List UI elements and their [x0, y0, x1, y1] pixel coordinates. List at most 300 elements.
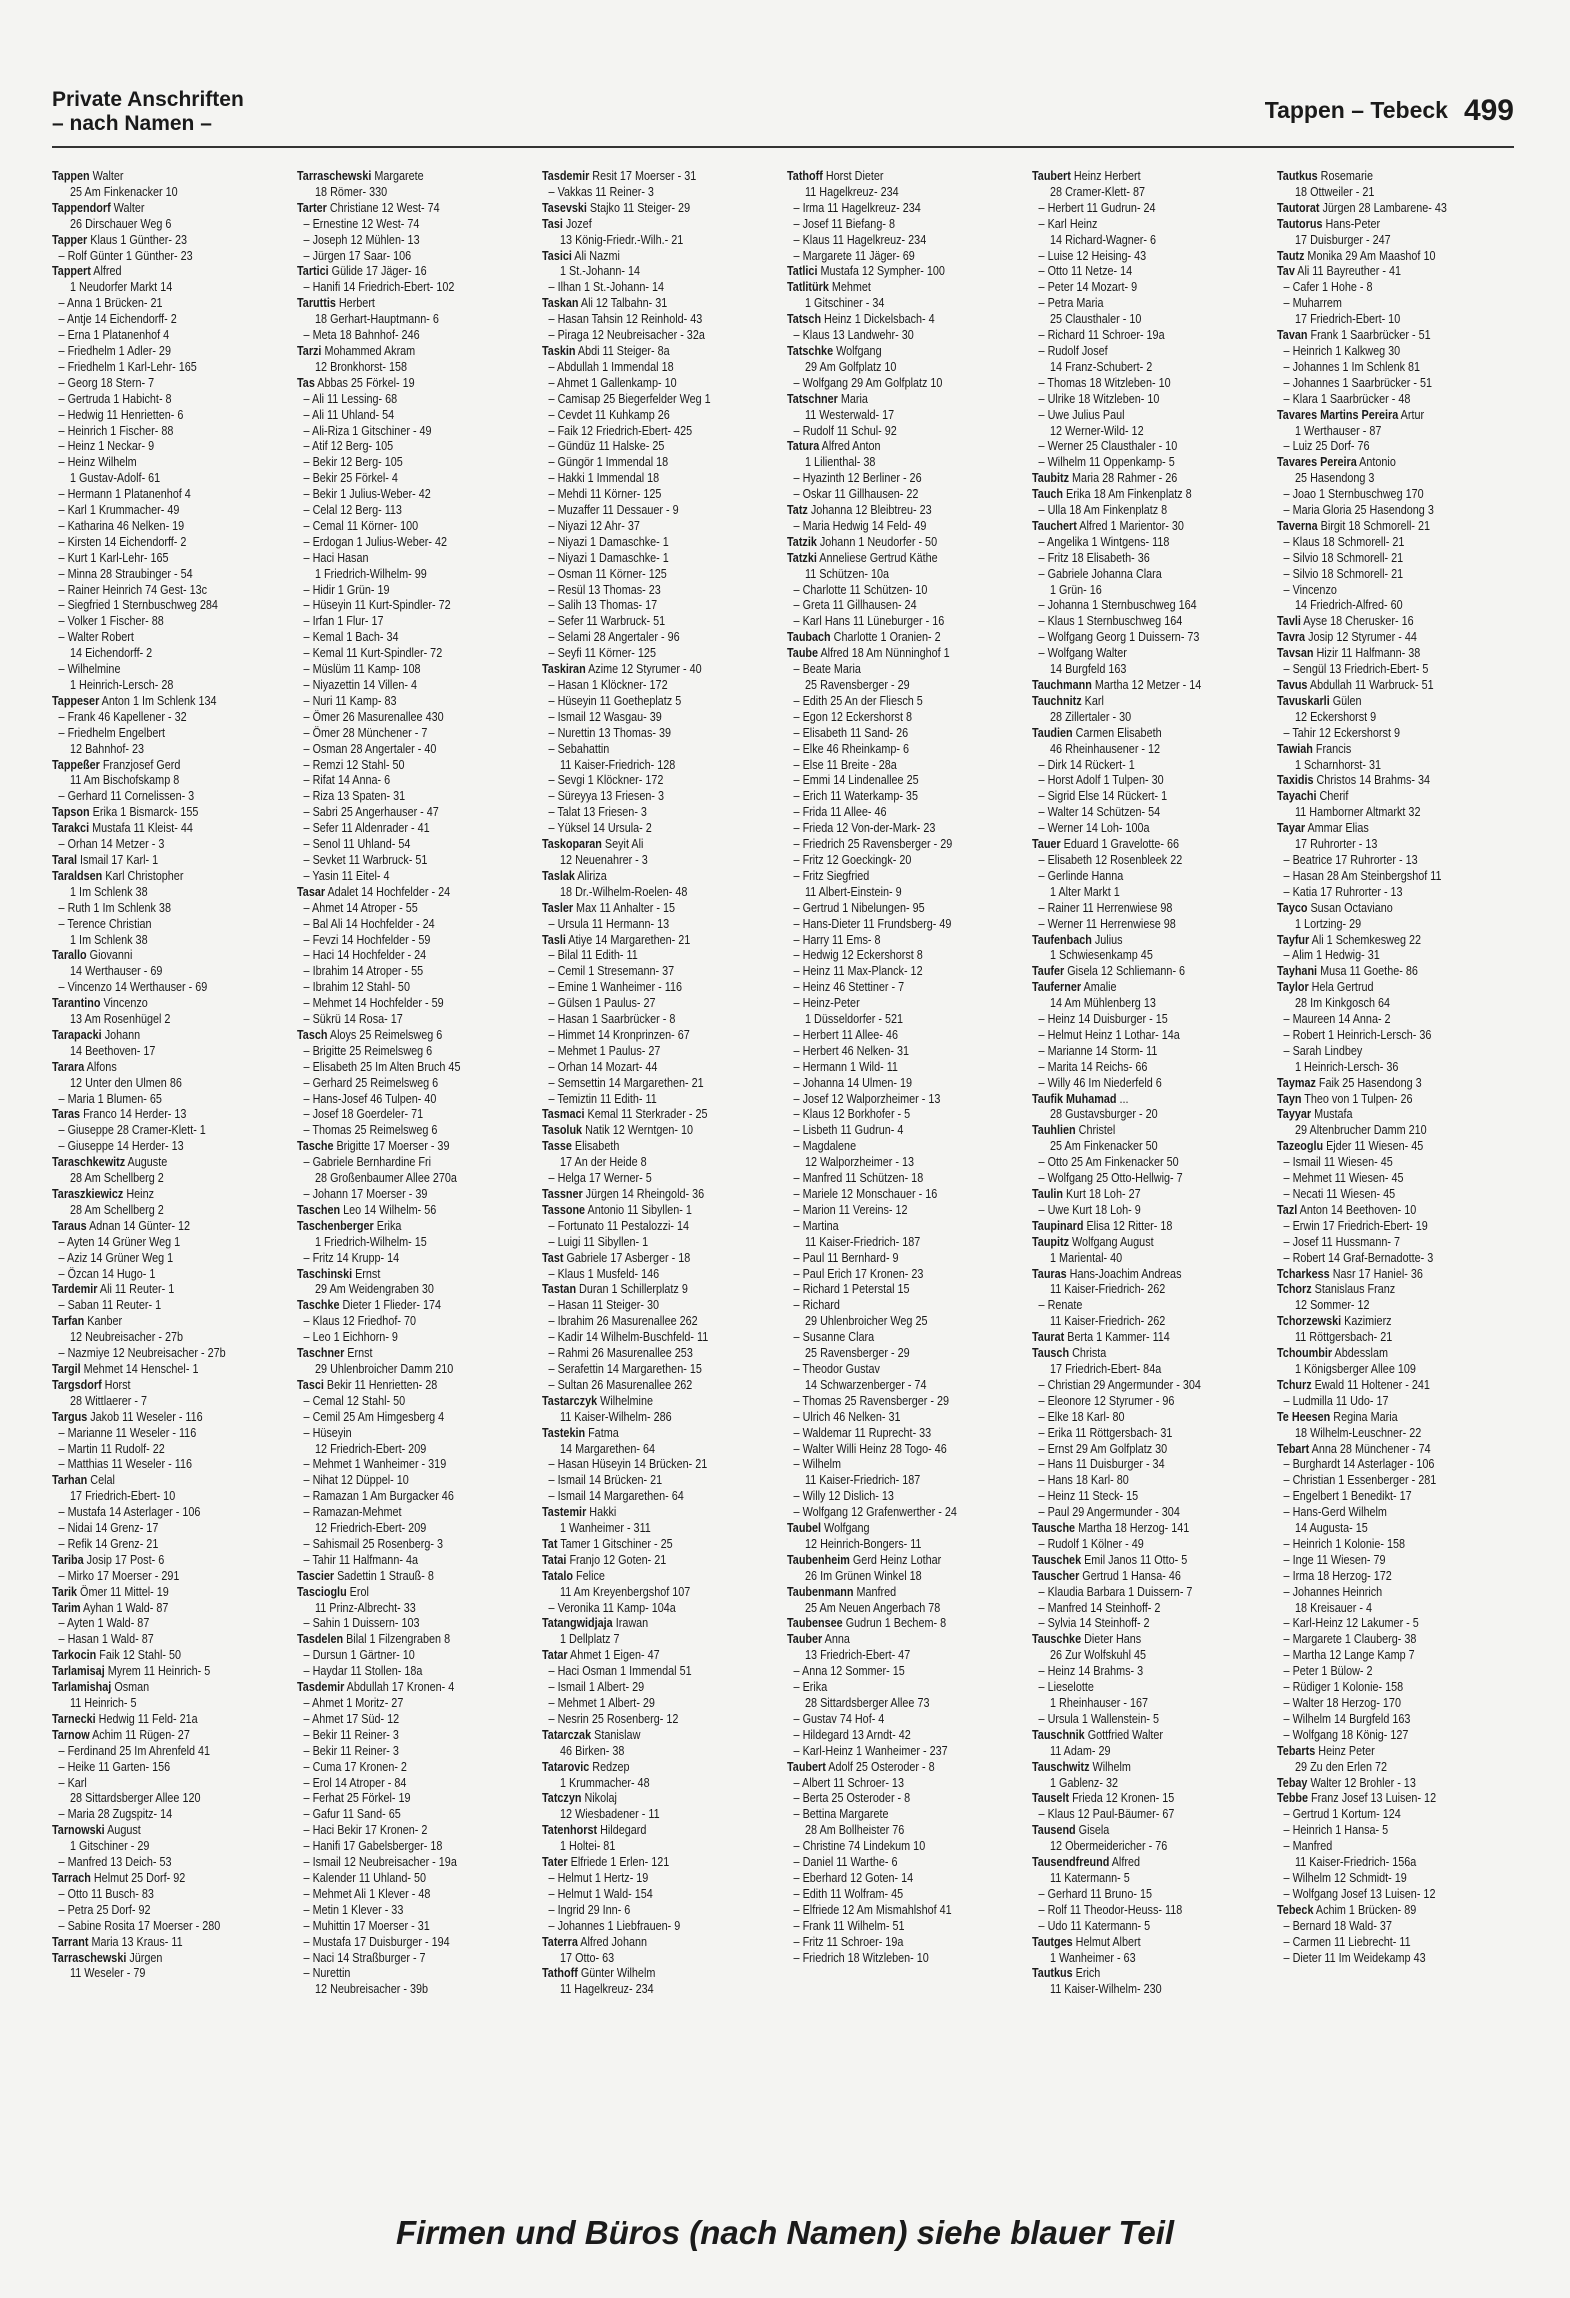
- entry-text: – Klaudia Barbara 1 Duissern- 7: [1038, 1583, 1193, 1599]
- entry-text: 1 Alter Markt 1: [1050, 883, 1120, 899]
- directory-entry: [1032, 597, 1226, 613]
- entry-text: Berta 1 Kammer- 114: [1064, 1329, 1170, 1345]
- entry-text: – Emmi 14 Lindenallee 25: [793, 772, 919, 788]
- entry-text: – Kalender 11 Uhland- 50: [303, 1869, 427, 1885]
- entry-text: – Cemal 11 Körner- 100: [303, 517, 419, 533]
- directory-entry: [1277, 343, 1471, 359]
- directory-entry: [1277, 1472, 1471, 1488]
- entry-text: – Hans-Gerd Wilhelm: [1283, 1504, 1387, 1520]
- directory-entry: [52, 1775, 246, 1791]
- directory-entry: [52, 868, 246, 884]
- directory-entry: [1032, 486, 1226, 502]
- entry-text: – Manfred 11 Schützen- 18: [793, 1170, 924, 1186]
- directory-entry: [52, 916, 246, 932]
- entry-text: – Gülsen 1 Paulus- 27: [548, 995, 656, 1011]
- entry-text: – Hakki 1 Immendal 18: [548, 470, 660, 486]
- directory-entry: [1032, 1011, 1226, 1027]
- directory-entry: [52, 1313, 246, 1329]
- directory-entry: [542, 1965, 736, 1981]
- directory-entry: [1277, 279, 1471, 295]
- entry-text: – Irma 18 Herzog- 172: [1283, 1567, 1392, 1583]
- surname: Taubel: [787, 1520, 822, 1536]
- directory-entry: [1032, 788, 1226, 804]
- entry-text: – Lisbeth 11 Gudrun- 4: [793, 1122, 904, 1138]
- entry-text: – Ferdinand 25 Im Ahrenfeld 41: [58, 1742, 211, 1758]
- directory-entry: [542, 804, 736, 820]
- directory-entry: [297, 232, 491, 248]
- directory-entry: [1277, 1393, 1471, 1409]
- entry-text: – Ibrahim 14 Atroper - 55: [303, 963, 424, 979]
- entry-text: – Veronika 11 Kamp- 104a: [548, 1599, 676, 1615]
- entry-text: Birgit 18 Schmorell- 21: [1317, 517, 1431, 533]
- entry-text: 17 Friedrich-Ebert- 84a: [1050, 1360, 1162, 1376]
- surname: Tarakci: [52, 820, 90, 836]
- directory-entry: [542, 1552, 736, 1568]
- directory-entry: [542, 1806, 736, 1822]
- entry-text: – Muzaffer 11 Dessauer - 9: [548, 502, 679, 518]
- entry-text: – Hildegard 13 Arndt- 42: [793, 1726, 911, 1742]
- directory-entry: [1032, 1122, 1226, 1138]
- entry-text: – Greta 11 Gillhausen- 24: [793, 597, 917, 613]
- entry-text: 12 Obermeidericher - 76: [1050, 1838, 1168, 1854]
- directory-entry: [1277, 1552, 1471, 1568]
- entry-text: – Silvio 18 Schmorell- 21: [1283, 565, 1404, 581]
- directory-entry: [52, 1154, 246, 1170]
- directory-entry: [1277, 1520, 1471, 1536]
- directory-entry: [1277, 1950, 1471, 1966]
- directory-entry: [1032, 629, 1226, 645]
- directory-entry: [297, 391, 491, 407]
- directory-entry: [542, 391, 736, 407]
- directory-entry: [1277, 900, 1471, 916]
- directory-entry: [787, 391, 981, 407]
- entry-text: – Karl 1 Krummacher- 49: [58, 502, 180, 518]
- directory-entry: [787, 852, 981, 868]
- surname: Tasici: [542, 247, 572, 263]
- directory-entry: [787, 1488, 981, 1504]
- entry-text: – Klaus 12 Borkhofer - 5: [793, 1106, 911, 1122]
- entry-text: Franz Josef 13 Luisen- 12: [1308, 1790, 1437, 1806]
- directory-entry: [52, 693, 246, 709]
- entry-text: – Carmen 11 Liebrecht- 11: [1283, 1933, 1411, 1949]
- directory-entry: [52, 1202, 246, 1218]
- directory-entry: [1032, 932, 1226, 948]
- directory-entry: [542, 534, 736, 550]
- directory-entry: [542, 263, 736, 279]
- entry-text: – Gertrud 1 Nibelungen- 95: [793, 899, 925, 915]
- entry-text: – Erwin 17 Friedrich-Ebert- 19: [1283, 1217, 1428, 1233]
- entry-text: – Martin 11 Rudolf- 22: [58, 1440, 165, 1456]
- directory-entry: [1277, 1727, 1471, 1743]
- directory-entry: [1277, 311, 1471, 327]
- directory-entry: [297, 1329, 491, 1345]
- directory-entry: [52, 979, 246, 995]
- directory-entry: [297, 868, 491, 884]
- directory-entry: [52, 216, 246, 232]
- entry-text: – Thomas 25 Reimelsweg 6: [303, 1122, 438, 1138]
- surname: Tathoff: [542, 1965, 578, 1981]
- directory-entry: [52, 1106, 246, 1122]
- entry-text: – Egon 12 Eckershorst 8: [793, 708, 912, 724]
- entry-text: – Theodor Gustav: [793, 1360, 880, 1376]
- directory-entry: [297, 1059, 491, 1075]
- entry-text: 12 Neubreisacher - 39b: [315, 1981, 429, 1997]
- directory-entry: [1277, 693, 1471, 709]
- entry-text: 11 Kaiser-Wilhelm- 286: [560, 1408, 672, 1424]
- directory-entry: [297, 1250, 491, 1266]
- directory-entry: [542, 1027, 736, 1043]
- entry-text: – Naci 14 Straßburger - 7: [303, 1949, 426, 1965]
- entry-text: Kemal 11 Sterkrader - 25: [584, 1106, 708, 1122]
- directory-entry: [297, 1011, 491, 1027]
- directory-entry: [542, 1504, 736, 1520]
- directory-entry: [297, 566, 491, 582]
- directory-entry: [1277, 1313, 1471, 1329]
- directory-entry: [52, 1520, 246, 1536]
- directory-entry: [297, 852, 491, 868]
- directory-entry: [52, 582, 246, 598]
- directory-entry: [1032, 454, 1226, 470]
- entry-text: – Haci 14 Hochfelder - 24: [303, 947, 427, 963]
- entry-text: 1 Friedrich-Wilhelm- 99: [315, 565, 427, 581]
- entry-text: 12 Friedrich-Ebert- 209: [315, 1440, 427, 1456]
- entry-text: Anton 1 Im Schlenk 134: [99, 692, 217, 708]
- directory-entry: [297, 1870, 491, 1886]
- entry-text: Mustafa 11 Kleist- 44: [89, 820, 193, 836]
- directory-entry: [542, 836, 736, 852]
- entry-text: – Bekir 1 Julius-Weber- 42: [303, 486, 431, 502]
- entry-text: – Karl: [58, 1774, 87, 1790]
- directory-entry: [52, 407, 246, 423]
- directory-entry: [1277, 1504, 1471, 1520]
- entry-text: – Sabri 25 Angerhauser - 47: [303, 804, 439, 820]
- entry-text: Erol: [346, 1583, 369, 1599]
- entry-text: – Hanifi 17 Gabelsberger- 18: [303, 1838, 443, 1854]
- entry-text: Nasr 17 Haniel- 36: [1329, 1265, 1423, 1281]
- entry-text: – Hans-Josef 46 Tulpen- 40: [303, 1090, 437, 1106]
- entry-text: – Giuseppe 28 Cramer-Klett- 1: [58, 1122, 206, 1138]
- entry-text: – Erika 11 Röttgersbach- 31: [1038, 1424, 1173, 1440]
- entry-text: – Sahin 1 Duissern- 103: [303, 1615, 420, 1631]
- directory-entry: [787, 423, 981, 439]
- directory-entry: [297, 534, 491, 550]
- directory-entry: [1277, 852, 1471, 868]
- directory-entry: [52, 1631, 246, 1647]
- directory-entry: [787, 486, 981, 502]
- directory-entry: [787, 820, 981, 836]
- directory-entry: [52, 1679, 246, 1695]
- directory-entry: [1032, 1266, 1226, 1282]
- entry-text: – Uwe Kurt 18 Loh- 9: [1038, 1201, 1141, 1217]
- directory-entry: [52, 1870, 246, 1886]
- directory-entry: [1032, 1361, 1226, 1377]
- entry-text: – Magdalene: [793, 1138, 857, 1154]
- entry-text: – Werner 11 Herrenwiese 98: [1038, 915, 1176, 931]
- surname: Tarlamishaj: [52, 1679, 112, 1695]
- directory-entry: [542, 1441, 736, 1457]
- directory-entry: [297, 168, 491, 184]
- surname: Taube: [787, 645, 819, 661]
- directory-entry: [542, 1313, 736, 1329]
- directory-entry: [1277, 438, 1471, 454]
- entry-text: Faik 12 Stahl- 50: [96, 1647, 182, 1663]
- directory-entry: [1032, 534, 1226, 550]
- entry-text: – Sengül 13 Friedrich-Ebert- 5: [1283, 661, 1429, 677]
- entry-text: – Martha 12 Lange Kamp 7: [1283, 1647, 1415, 1663]
- entry-text: – Yüksel 14 Ursula- 2: [548, 820, 652, 836]
- entry-text: Kazimierz: [1341, 1313, 1392, 1329]
- directory-entry: [1277, 518, 1471, 534]
- entry-text: – Ismail 1 Albert- 29: [548, 1679, 645, 1695]
- entry-text: Christel: [1075, 1122, 1116, 1138]
- directory-entry: [787, 597, 981, 613]
- directory-entry: [52, 804, 246, 820]
- directory-entry: [1032, 1870, 1226, 1886]
- entry-text: Johann 1 Neudorfer - 50: [816, 533, 938, 549]
- entry-text: – Hüseyin 11 Goetheplatz 5: [548, 692, 682, 708]
- entry-text: – Otto 11 Busch- 83: [58, 1885, 154, 1901]
- directory-entry: [297, 820, 491, 836]
- entry-text: 28 Im Kinkgosch 64: [1295, 995, 1391, 1011]
- directory-entry: [52, 566, 246, 582]
- directory-entry: [297, 1981, 491, 1997]
- entry-text: – Sefer 11 Warbruck- 51: [548, 613, 666, 629]
- entry-text: 11 Hagelkreuz- 234: [560, 1981, 654, 1997]
- directory-entry: [542, 518, 736, 534]
- directory-entry: [1032, 741, 1226, 757]
- entry-text: – Wilhelm 11 Oppenkamp- 5: [1038, 454, 1175, 470]
- entry-text: Gisela: [1075, 1822, 1110, 1838]
- directory-entry: [787, 1106, 981, 1122]
- surname: Tarlamisaj: [52, 1663, 105, 1679]
- directory-entry: [52, 486, 246, 502]
- directory-entry: [542, 1106, 736, 1122]
- entry-text: – Sebahattin: [548, 740, 610, 756]
- directory-entry: [1032, 1711, 1226, 1727]
- entry-text: – Semsettin 14 Margarethen- 21: [548, 1074, 704, 1090]
- directory-entry: [52, 1663, 246, 1679]
- directory-entry: [1032, 1106, 1226, 1122]
- entry-text: – Fevzi 14 Hochfelder - 59: [303, 931, 431, 947]
- entry-text: – Jürgen 17 Saar- 106: [303, 247, 412, 263]
- directory-entry: [297, 947, 491, 963]
- directory-entry: [52, 741, 246, 757]
- entry-text: Ali 1 Schemkesweg 22: [1309, 931, 1422, 947]
- entry-text: 25 Am Finkenacker 10: [70, 183, 178, 199]
- entry-text: – Rahmi 26 Masurenallee 253: [548, 1345, 693, 1361]
- directory-entry: [1032, 1663, 1226, 1679]
- directory-entry: [542, 1981, 736, 1997]
- entry-text: – Orhan 14 Metzer - 3: [58, 836, 165, 852]
- directory-entry: [542, 168, 736, 184]
- directory-entry: [52, 1250, 246, 1266]
- directory-entry: [787, 200, 981, 216]
- entry-text: – Wilhelm 14 Burgfeld 163: [1283, 1710, 1411, 1726]
- directory-entry: [1032, 1059, 1226, 1075]
- directory-entry: [1277, 629, 1471, 645]
- entry-text: Josip 17 Post- 6: [83, 1551, 165, 1567]
- entry-text: Leo 14 Wilhelm- 56: [340, 1201, 437, 1217]
- entry-text: – Johannes Heinrich: [1283, 1583, 1383, 1599]
- directory-entry: [542, 1679, 736, 1695]
- directory-entry: [1277, 1075, 1471, 1091]
- directory-entry: [542, 932, 736, 948]
- directory-entry: [52, 1266, 246, 1282]
- entry-text: Martha 18 Herzog- 141: [1075, 1520, 1190, 1536]
- directory-entry: [542, 1011, 736, 1027]
- directory-entry: [1032, 995, 1226, 1011]
- entry-text: – Niyazi 12 Ahr- 37: [548, 517, 640, 533]
- entry-text: Franjo 12 Goten- 21: [566, 1551, 667, 1567]
- directory-entry: [1277, 216, 1471, 232]
- entry-text: 1 Königsberger Allee 109: [1295, 1360, 1416, 1376]
- directory-entry: [1032, 868, 1226, 884]
- directory-entry: [297, 1472, 491, 1488]
- surname: Tarara: [52, 1058, 85, 1074]
- directory-entry: [1032, 232, 1226, 248]
- entry-text: Elfriede 1 Erlen- 121: [567, 1854, 670, 1870]
- entry-text: Ammar Elias: [1305, 820, 1369, 836]
- directory-entry: [1032, 1520, 1226, 1536]
- directory-entry: [1032, 757, 1226, 773]
- directory-entry: [542, 1775, 736, 1791]
- directory-entry: [1277, 1011, 1471, 1027]
- entry-text: Erika 18 Am Finkenplatz 8: [1063, 486, 1192, 502]
- directory-entry: [52, 1170, 246, 1186]
- entry-text: – Josef 18 Goerdeler- 71: [303, 1106, 424, 1122]
- surname: Tchoumbir: [1277, 1345, 1333, 1361]
- entry-text: Duran 1 Schillerplatz 9: [576, 1281, 688, 1297]
- directory-entry: [52, 1647, 246, 1663]
- entry-text: Theo von 1 Tulpen- 26: [1301, 1090, 1413, 1106]
- directory-entry: [297, 1822, 491, 1838]
- entry-text: Helmut Albert: [1072, 1933, 1141, 1949]
- directory-entry: [1277, 1743, 1471, 1759]
- directory-entry: [297, 295, 491, 311]
- surname: Tapson: [52, 804, 90, 820]
- surname: Tarnow: [52, 1726, 90, 1742]
- entry-text: – Müslüm 11 Kamp- 108: [303, 661, 421, 677]
- surname: Taylor: [1277, 979, 1309, 995]
- directory-entry: [52, 1790, 246, 1806]
- directory-entry: [52, 502, 246, 518]
- entry-text: – Katharina 46 Nelken- 19: [58, 517, 185, 533]
- directory-entry: [297, 884, 491, 900]
- directory-entry: [787, 359, 981, 375]
- directory-entry: [297, 1043, 491, 1059]
- entry-text: – Minna 28 Straubinger - 54: [58, 565, 193, 581]
- directory-entry: [787, 1663, 981, 1679]
- directory-entry: [542, 582, 736, 598]
- entry-text: – Anna 1 Brücken- 21: [58, 295, 163, 311]
- surname: Tast: [542, 1249, 564, 1265]
- directory-entry: [787, 582, 981, 598]
- entry-text: – Talat 13 Friesen- 3: [548, 804, 647, 820]
- surname: Taruttis: [297, 295, 336, 311]
- directory-entry: [1032, 295, 1226, 311]
- directory-entry: [297, 407, 491, 423]
- entry-text: 1 Rheinhauser - 167: [1050, 1695, 1149, 1710]
- entry-text: – Marita 14 Reichs- 66: [1038, 1058, 1148, 1074]
- entry-text: 25 Ravensberger - 29: [805, 677, 910, 692]
- directory-entry: [52, 1488, 246, 1504]
- entry-text: – Wolfgang 12 Grafenwerther - 24: [793, 1504, 957, 1520]
- surname: Tatzki: [787, 549, 817, 565]
- entry-text: – Elisabeth 12 Rosenbleek 22: [1038, 851, 1183, 867]
- directory-entry: [52, 995, 246, 1011]
- directory-entry: [787, 884, 981, 900]
- directory-entry: [297, 979, 491, 995]
- surname: Taraus: [52, 1217, 87, 1233]
- directory-entry: [297, 645, 491, 661]
- entry-text: 14 Schwarzenberger - 74: [805, 1376, 927, 1392]
- entry-text: 28 Am Schellberg 2: [70, 1201, 164, 1217]
- entry-text: – Hasan 1 Klöckner- 172: [548, 677, 668, 692]
- directory-entry: [787, 677, 981, 693]
- directory-entry: [52, 1234, 246, 1250]
- directory-entry: [52, 232, 246, 248]
- directory-entry: [787, 1313, 981, 1329]
- entry-text: Bekir 11 Henrietten- 28: [323, 1376, 438, 1392]
- directory-entry: [1032, 1727, 1226, 1743]
- entry-text: – Klaus 11 Hagelkreuz- 234: [793, 231, 927, 247]
- directory-entry: [297, 1345, 491, 1361]
- surname: Tav: [1277, 263, 1295, 279]
- entry-text: Erich: [1072, 1965, 1101, 1981]
- entry-text: – Hans 18 Karl- 80: [1038, 1472, 1129, 1488]
- directory-entry: [297, 1218, 491, 1234]
- entry-text: 1 Heinrich-Lersch- 28: [70, 677, 174, 692]
- entry-text: – Hidir 1 Grün- 19: [303, 581, 390, 597]
- entry-text: Karl: [1081, 692, 1104, 708]
- entry-text: – Joao 1 Sternbuschweg 170: [1283, 486, 1424, 502]
- entry-text: Alfred Johann: [577, 1933, 648, 1949]
- directory-entry: [1277, 184, 1471, 200]
- entry-text: – Camisap 25 Biegerfelder Weg 1: [548, 390, 711, 406]
- entry-text: 17 Ruhrorter - 13: [1295, 836, 1378, 852]
- surname: Tarik: [52, 1583, 78, 1599]
- directory-entry: [1032, 1615, 1226, 1631]
- entry-text: – Fortunato 11 Pestalozzi- 14: [548, 1217, 690, 1233]
- entry-text: – Helmut 1 Hertz- 19: [548, 1869, 649, 1885]
- directory-entry: [297, 343, 491, 359]
- directory-entry: [787, 1091, 981, 1107]
- directory-entry: [542, 502, 736, 518]
- surname: Taubensee: [787, 1615, 843, 1631]
- entry-text: Jürgen 28 Lambarene- 43: [1319, 199, 1447, 215]
- directory-entry: [1032, 1647, 1226, 1663]
- entry-text: Wilhelmine: [597, 1392, 653, 1408]
- directory-entry: [542, 1615, 736, 1631]
- entry-text: – Ibrahim 26 Masurenallee 262: [548, 1313, 698, 1329]
- entry-text: – Walter Robert: [58, 629, 134, 645]
- directory-entry: [1277, 295, 1471, 311]
- directory-entry: [1032, 1695, 1226, 1711]
- directory-entry: [297, 900, 491, 916]
- directory-entry: [297, 1027, 491, 1043]
- surname: Tebay: [1277, 1774, 1308, 1790]
- entry-text: – Heinz 1 Neckar- 9: [58, 438, 155, 454]
- directory-entry: [1277, 1584, 1471, 1600]
- directory-entry: [1277, 168, 1471, 184]
- surname: Tcharkess: [1277, 1265, 1330, 1281]
- entry-text: Adalet 14 Hochfelder - 24: [325, 883, 451, 899]
- directory-entry: [1277, 582, 1471, 598]
- surname: Tatschner: [787, 390, 838, 406]
- entry-text: 1 Wanheimer - 63: [1050, 1949, 1136, 1965]
- page-number: 499: [1463, 94, 1514, 127]
- entry-text: 28 Zillertaler - 30: [1050, 708, 1132, 724]
